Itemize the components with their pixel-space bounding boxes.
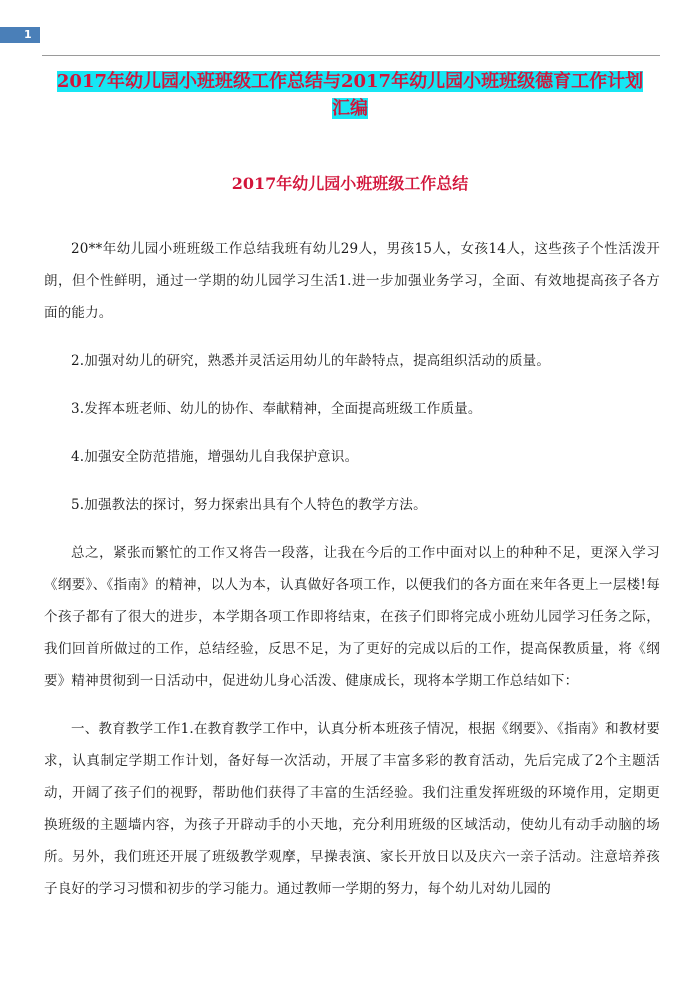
header-divider — [42, 55, 660, 56]
paragraph: 20**年幼儿园小班班级工作总结我班有幼儿29人，男孩15人，女孩14人，这些孩子个性活泼开朗，但个性鲜明，通过一学期的幼儿园学习生活1.进一步加强业务学习，全面、有效地提高孩子各方面的能力。 — [44, 241, 660, 321]
document-title-text: 2017年幼儿园小班班级工作总结与2017年幼儿园小班班级德育工作计划汇编 — [56, 71, 644, 119]
document-title — [48, 68, 652, 122]
paragraph: 2.加强对幼儿的研究，熟悉并灵活运用幼儿的年龄特点，提高组织活动的质量。 — [71, 353, 551, 369]
section-title: 2017年幼儿园小班班级工作总结 — [231, 174, 469, 193]
paragraph: 3.发挥本班老师、幼儿的协作、奉献精神，全面提高班级工作质量。 — [71, 401, 482, 417]
page-number-badge: 1 — [0, 27, 40, 43]
paragraph: 总之，紧张而繁忙的工作又将告一段落，让我在今后的工作中面对以上的种种不足，更深入学习《纲要》、《指南》的精神，以人为本，认真做好各项工作，以便我们的各方面在来年各更上一层楼!每个孩子都有了很大的进步，本学期各项工作即将结束，在孩子们即将完成小班幼儿园学习任务之际，我们回首所做过的工作，总结经验，反思不足，为了更好的完成以后的工作，提高保教质量，将《纲要》精神贯彻到一日活动中，促进幼儿身心活泼、健康成长，现将本学期工作总结如下： — [44, 545, 660, 689]
paragraph: 一、教育教学工作1.在教育教学工作中，认真分析本班孩子情况，根据《纲要》、《指南》和教材要求，认真制定学期工作计划，备好每一次活动，开展了丰富多彩的教育活动，先后完成了2个主题活动，开阔了孩子们的视野，帮助他们获得了丰富的生活经验。我们注重发挥班级的环境作用，定期更换班级的主题墙内容，为孩子开辟动手的小天地，充分利用班级的区域活动，使幼儿有动手动脑的场所。另外，我们班还开展了班级教学观摩，早操表演、家长开放日以及庆六一亲子活动。注意培养孩子良好的学习习惯和初步的学习能力。通过教师一学期的努力，每个幼儿对幼儿园的 — [44, 721, 660, 897]
paragraph: 4.加强安全防范措施，增强幼儿自我保护意识。 — [71, 449, 359, 465]
paragraph: 5.加强教法的探讨，努力探索出具有个人特色的教学方法。 — [71, 497, 427, 513]
document-body — [44, 233, 660, 921]
